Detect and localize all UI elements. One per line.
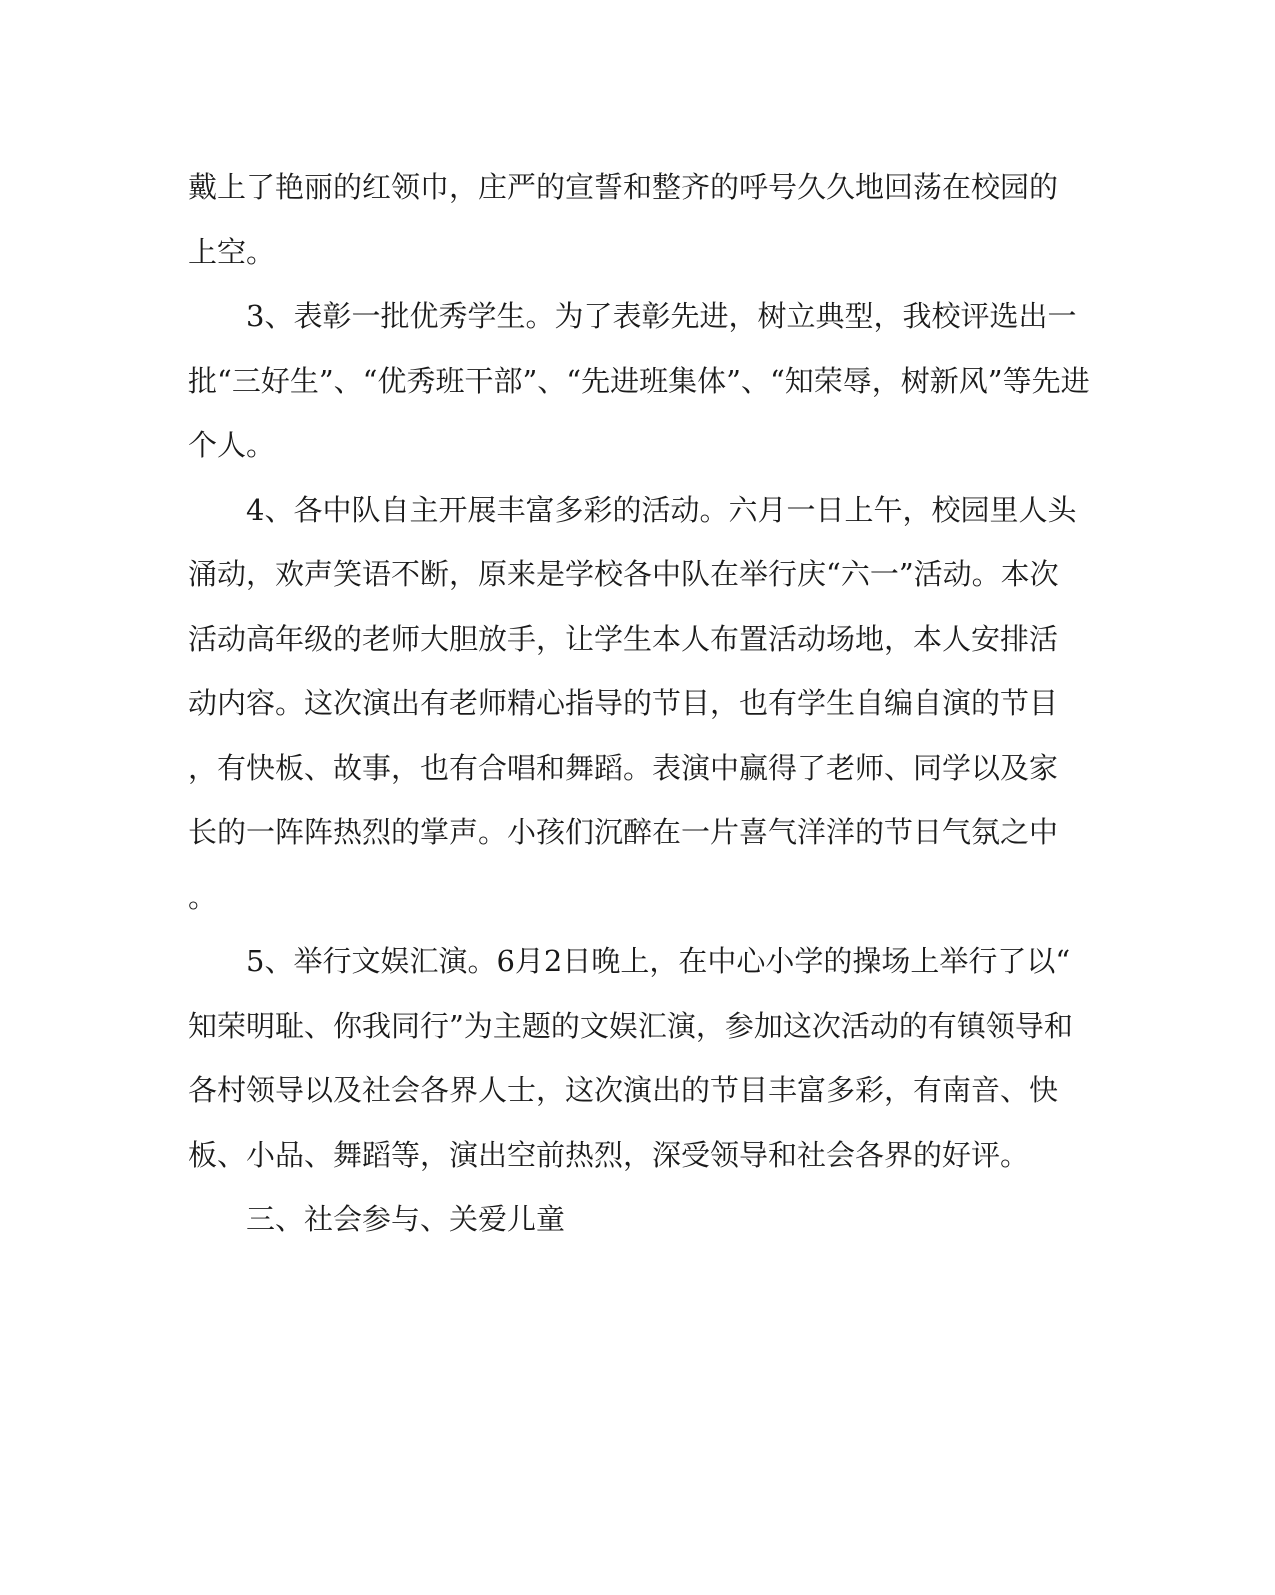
document-body	[188, 155, 1090, 1252]
text-line: 各村领导以及社会各界人士，这次演出的节目丰富多彩，有南音、快	[188, 1073, 1059, 1107]
text-line: 个人。	[188, 428, 276, 462]
text-line: 长的一阵阵热烈的掌声。小孩们沉醉在一片喜气洋洋的节日气氛之中	[188, 815, 1059, 849]
text-line: ，有快板、故事，也有合唱和舞蹈。表演中赢得了老师、同学以及家	[188, 750, 1059, 785]
paragraph-start-line: 5、举行文娱汇演。6月2日晚上，在中心小学的操场上举行了以“	[246, 944, 1071, 978]
paragraph-start-line: 4、各中队自主开展丰富多彩的活动。六月一日上午，校园里人头	[246, 492, 1077, 527]
text-line: 动内容。这次演出有老师精心指导的节目，也有学生自编自演的节目	[188, 686, 1059, 720]
text-line: 戴上了艳丽的红领巾，庄严的宣誓和整齐的呼号久久地回荡在校园的	[188, 170, 1059, 204]
text-line: 涌动，欢声笑语不断，原来是学校各中队在举行庆“六一”活动。本次	[188, 557, 1059, 591]
text-line: 批“三好生”、“优秀班干部”、“先进班集体”、“知荣辱，树新风”等先进	[188, 363, 1090, 398]
section-heading: 三、社会参与、关爱儿童	[246, 1202, 566, 1236]
text-line: 板、小品、舞蹈等，演出空前热烈，深受领导和社会各界的好评。	[188, 1137, 1030, 1172]
text-line: 知荣明耻、你我同行”为主题的文娱汇演，参加这次活动的有镇领导和	[188, 1008, 1073, 1043]
text-line: 活动高年级的老师大胆放手，让学生本人布置活动场地，本人安排活	[188, 621, 1059, 656]
text-line: 上空。	[188, 234, 276, 269]
text-line: 。	[188, 879, 218, 914]
paragraph-start-line: 3、表彰一批优秀学生。为了表彰先进，树立典型，我校评选出一	[246, 299, 1077, 333]
